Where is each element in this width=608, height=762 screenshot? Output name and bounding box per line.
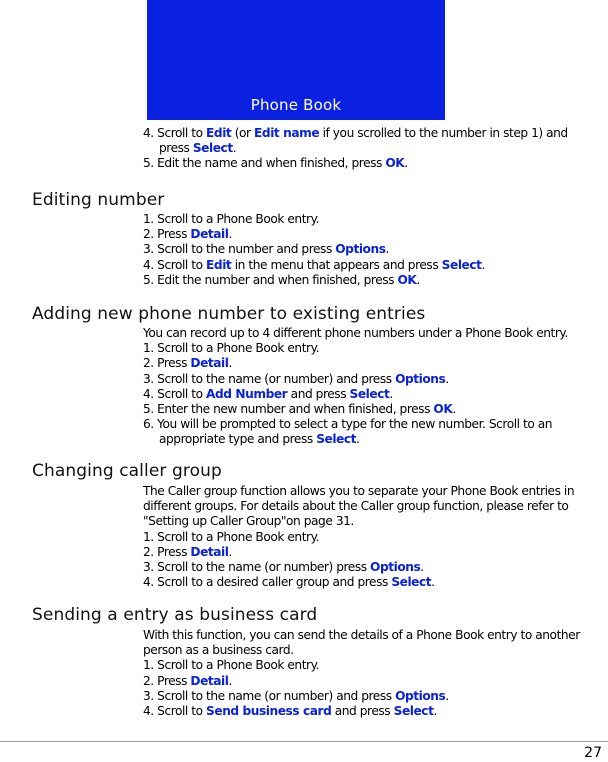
- step-line: 4. Scroll to Send business card and press Select.: [143, 704, 437, 719]
- screen-title: Phone Book: [250, 96, 342, 114]
- paragraph-line: "Setting up Caller Group"on page 31.: [143, 514, 354, 529]
- step-line: 5. Edit the number and when finished, press OK.: [143, 272, 420, 287]
- paragraph-line: person as a business card.: [143, 643, 294, 658]
- section-heading-caller-group: Changing caller group: [32, 461, 222, 481]
- step-line: 1. Scroll to a Phone Book entry.: [143, 341, 320, 356]
- paragraph-line: You can record up to 4 different phone numbers under a Phone Book entry.: [143, 326, 568, 340]
- paragraph-line: With this function, you can send the details of a Phone Book entry to another: [143, 628, 580, 642]
- step-line: press Select.: [159, 141, 237, 156]
- section-heading-adding-number: Adding new phone number to existing entries: [32, 304, 426, 324]
- step-line: 6. You will be prompted to select a type for the new number. Scroll to an: [143, 417, 553, 432]
- paragraph-line: different groups. For details about the Caller group function, please refer to: [143, 499, 569, 514]
- step-line: 5. Enter the new number and when finished, press OK.: [143, 402, 456, 417]
- step-line: appropriate type and press Select.: [159, 432, 360, 447]
- step-line: 4. Scroll to Add Number and press Select.: [143, 386, 393, 401]
- step-line: 2. Press Detail.: [143, 673, 232, 688]
- step-line: 1. Scroll to a Phone Book entry.: [143, 529, 320, 544]
- intro-steps: [143, 126, 605, 172]
- business-card-steps: [143, 628, 605, 719]
- step-line: 5. Edit the name and when finished, press OK.: [143, 156, 408, 171]
- step-line: 1. Scroll to a Phone Book entry.: [143, 212, 320, 226]
- step-line: 4. Scroll to Edit (or Edit name if you scrolled to the number in step 1) and: [143, 126, 568, 140]
- step-line: 3. Scroll to the name (or number) and press Options.: [143, 688, 449, 703]
- step-line: 2. Press Detail.: [143, 356, 232, 371]
- editing-number-steps: [143, 212, 605, 288]
- step-line: 4. Scroll to Edit in the menu that appears and press Select.: [143, 257, 485, 272]
- paragraph-line: The Caller group function allows you to separate your Phone Book entries in: [143, 484, 575, 498]
- adding-number-steps: [143, 326, 605, 448]
- step-line: 3. Scroll to the number and press Options.: [143, 242, 389, 257]
- step-line: 2. Press Detail.: [143, 544, 232, 559]
- section-heading-editing-number: Editing number: [32, 190, 165, 210]
- page-number: 27: [584, 745, 602, 761]
- phone-screen-illustration: [147, 0, 445, 120]
- footer-divider: [0, 741, 608, 742]
- section-heading-business-card: Sending a entry as business card: [32, 605, 318, 625]
- step-line: 4. Scroll to a desired caller group and press Select.: [143, 575, 435, 590]
- step-line: 1. Scroll to a Phone Book entry.: [143, 658, 320, 673]
- step-line: 3. Scroll to the name (or number) press Options.: [143, 560, 424, 575]
- step-line: 2. Press Detail.: [143, 227, 232, 242]
- caller-group-steps: [143, 484, 605, 590]
- step-line: 3. Scroll to the name (or number) and press Options.: [143, 371, 449, 386]
